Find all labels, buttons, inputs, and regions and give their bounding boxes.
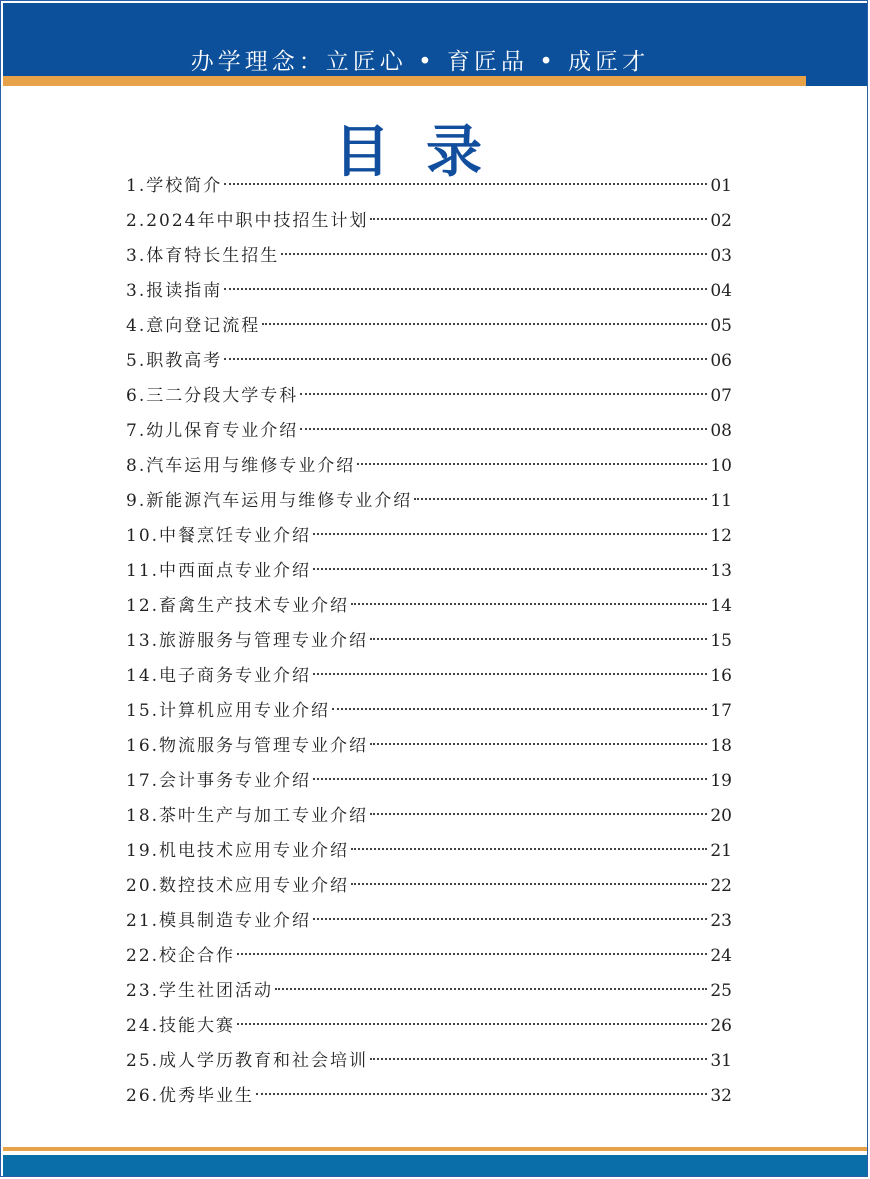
toc-leader-dots <box>281 253 707 255</box>
toc-entry-label: 8.汽车运用与维修专业介绍 <box>126 456 356 476</box>
toc-entry-label: 14.电子商务专业介绍 <box>126 666 312 686</box>
toc-entry[interactable] <box>126 207 732 242</box>
header-accent-stripe <box>3 76 806 86</box>
toc-entry-label: 26.优秀毕业生 <box>126 1086 255 1106</box>
toc-entry-label: 21.模具制造专业介绍 <box>126 911 312 931</box>
toc-entry-page: 22 <box>710 876 732 896</box>
toc-leader-dots <box>313 533 707 535</box>
toc-leader-dots <box>370 743 707 745</box>
toc-entry-label: 1.学校简介 <box>126 176 223 196</box>
header-accent-block <box>806 76 867 86</box>
toc-entry-label: 4.意向登记流程 <box>126 316 261 336</box>
toc-entry-label: 10.中餐烹饪专业介绍 <box>126 526 312 546</box>
toc-entry-page: 11 <box>710 491 732 511</box>
toc-leader-dots <box>237 953 707 955</box>
toc-entry-page: 12 <box>710 526 732 546</box>
toc-entry-label: 18.茶叶生产与加工专业介绍 <box>126 806 369 826</box>
toc-entry-page: 25 <box>710 981 732 1001</box>
toc-entry-page: 26 <box>710 1016 732 1036</box>
toc-entry-label: 25.成人学历教育和社会培训 <box>126 1051 369 1071</box>
toc-entry-label: 3.报读指南 <box>126 281 223 301</box>
toc-leader-dots <box>224 183 707 185</box>
toc-leader-dots <box>262 323 707 325</box>
toc-entry-label: 22.校企合作 <box>126 946 236 966</box>
toc-leader-dots <box>357 463 707 465</box>
footer-accent-line <box>3 1147 867 1151</box>
toc-entry-page: 04 <box>710 281 732 301</box>
toc-leader-dots <box>351 603 707 605</box>
toc-entry-page: 03 <box>710 246 732 266</box>
toc-entry-label: 5.职教高考 <box>126 351 223 371</box>
toc-entry-page: 06 <box>710 351 732 371</box>
toc-entry[interactable] <box>126 242 732 277</box>
toc-leader-dots <box>313 568 707 570</box>
toc-entry[interactable] <box>126 872 732 907</box>
toc-entry-page: 13 <box>710 561 732 581</box>
toc-entry[interactable] <box>126 732 732 767</box>
toc-leader-dots <box>370 813 707 815</box>
toc-entry[interactable] <box>126 522 732 557</box>
toc-entry-page: 19 <box>710 771 732 791</box>
toc-entry[interactable] <box>126 452 732 487</box>
toc-entry[interactable] <box>126 417 732 452</box>
toc-leader-dots <box>370 218 707 220</box>
footer-band <box>3 1155 867 1176</box>
toc-entry-label: 20.数控技术应用专业介绍 <box>126 876 350 896</box>
toc-entry-label: 13.旅游服务与管理专业介绍 <box>126 631 369 651</box>
toc-entry-label: 7.幼儿保育专业介绍 <box>126 421 299 441</box>
toc-entry[interactable] <box>126 312 732 347</box>
toc-entry-page: 24 <box>710 946 732 966</box>
toc-leader-dots <box>351 883 707 885</box>
toc-entry[interactable] <box>126 382 732 417</box>
toc-entry-label: 11.中西面点专业介绍 <box>126 561 312 581</box>
toc-entry-page: 05 <box>710 316 732 336</box>
toc-entry-page: 10 <box>710 456 732 476</box>
toc-entry-page: 07 <box>710 386 732 406</box>
toc-entry-page: 17 <box>710 701 732 721</box>
toc-entry[interactable] <box>126 627 732 662</box>
toc-leader-dots <box>313 918 707 920</box>
toc-leader-dots <box>414 498 707 500</box>
toc-entry-page: 16 <box>710 666 732 686</box>
toc-entry[interactable] <box>126 1082 732 1117</box>
toc-leader-dots <box>370 1058 707 1060</box>
toc-entry[interactable] <box>126 977 732 1012</box>
toc-entry-page: 31 <box>710 1051 732 1071</box>
toc-entry-page: 08 <box>710 421 732 441</box>
toc-leader-dots <box>300 393 707 395</box>
toc-entry-label: 15.计算机应用专业介绍 <box>126 701 331 721</box>
toc-entry-page: 14 <box>710 596 732 616</box>
toc-leader-dots <box>275 988 707 990</box>
toc-entry[interactable] <box>126 1012 732 1047</box>
header-motto: 办学理念：立匠心 • 育匠品 • 成匠才 <box>190 49 650 75</box>
toc-entry[interactable] <box>126 662 732 697</box>
toc-entry[interactable] <box>126 347 732 382</box>
toc-leader-dots <box>370 638 707 640</box>
toc-entry-page: 21 <box>710 841 732 861</box>
toc-entry-label: 9.新能源汽车运用与维修专业介绍 <box>126 491 413 511</box>
toc-leader-dots <box>300 428 707 430</box>
toc-entry-label: 2.2024年中职中技招生计划 <box>126 211 369 231</box>
toc-entry-label: 6.三二分段大学专科 <box>126 386 299 406</box>
toc-title: 目录 <box>334 120 518 185</box>
toc-entry[interactable] <box>126 557 732 592</box>
toc-entry[interactable] <box>126 767 732 802</box>
toc-entry-page: 01 <box>710 176 732 196</box>
toc-entry[interactable] <box>126 172 732 207</box>
toc-leader-dots <box>313 778 707 780</box>
toc-leader-dots <box>224 288 707 290</box>
toc-entry[interactable] <box>126 487 732 522</box>
toc-leader-dots <box>313 673 707 675</box>
toc-entry-label: 3.体育特长生招生 <box>126 246 280 266</box>
toc-entry[interactable] <box>126 697 732 732</box>
toc-entry-page: 23 <box>710 911 732 931</box>
toc-entry-label: 17.会计事务专业介绍 <box>126 771 312 791</box>
toc-entry[interactable] <box>126 592 732 627</box>
toc-entry-page: 32 <box>710 1086 732 1106</box>
toc-entry[interactable] <box>126 802 732 837</box>
toc-entry[interactable] <box>126 942 732 977</box>
toc-list <box>126 172 732 1117</box>
toc-entry-label: 24.技能大赛 <box>126 1016 236 1036</box>
toc-entry-label: 19.机电技术应用专业介绍 <box>126 841 350 861</box>
toc-entry-page: 20 <box>710 806 732 826</box>
toc-entry-page: 18 <box>710 736 732 756</box>
header-band <box>3 3 867 76</box>
toc-entry-label: 23.学生社团活动 <box>126 981 274 1001</box>
toc-entry-page: 02 <box>710 211 732 231</box>
toc-leader-dots <box>237 1023 707 1025</box>
toc-entry-page: 15 <box>710 631 732 651</box>
toc-entry[interactable] <box>126 1047 732 1082</box>
toc-entry-label: 12.畜禽生产技术专业介绍 <box>126 596 350 616</box>
toc-entry[interactable] <box>126 907 732 942</box>
toc-leader-dots <box>224 358 707 360</box>
toc-entry[interactable] <box>126 277 732 312</box>
toc-entry[interactable] <box>126 837 732 872</box>
toc-leader-dots <box>256 1093 707 1095</box>
toc-leader-dots <box>332 708 707 710</box>
toc-entry-label: 16.物流服务与管理专业介绍 <box>126 736 369 756</box>
toc-leader-dots <box>351 848 707 850</box>
